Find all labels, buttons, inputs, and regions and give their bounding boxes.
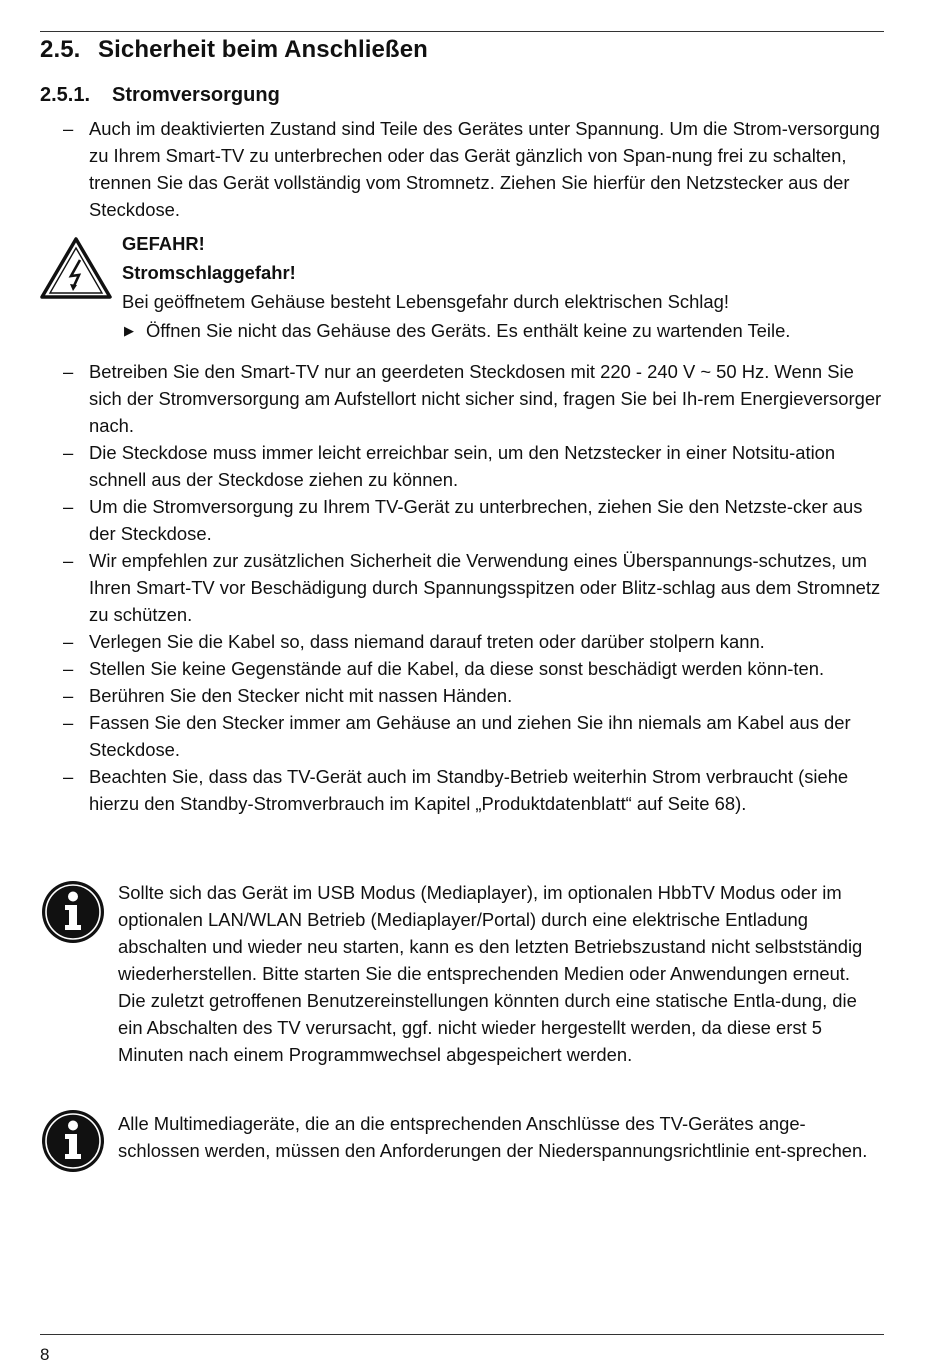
list-item-text: Auch im deaktivierten Zustand sind Teile des Gerätes unter Spannung. Um die Strom-versorgung zu Ihrem Smart-TV zu unterbrechen oder das Gerät gänzlich von Span-nung frei zu schalten, trennen Sie das Gerät vollständig vom Stromnetz. Ziehen Sie hierfür den Netzstecker aus der Steckdose.	[89, 118, 880, 220]
list-item-text: Wir empfehlen zur zusätzlichen Sicherheit die Verwendung eines Überspannungs-schutzes, um Ihren Smart-TV vor Beschädigung durch Spannungsspitzen oder Blitz-schlag aus dem Stromnetz zu schützen.	[89, 550, 881, 625]
dash-marker: –	[63, 118, 74, 139]
dash-marker: –	[63, 631, 74, 652]
bottom-rule	[40, 1334, 884, 1335]
info-note-low-voltage	[118, 1110, 884, 1164]
arrow-right-icon: ▶	[124, 323, 134, 338]
subsection-title: Stromversorgung	[112, 84, 280, 106]
info-icon	[40, 1108, 106, 1174]
list-item	[63, 493, 883, 547]
list-item	[63, 709, 883, 763]
section-title: Sicherheit beim Anschließen	[98, 36, 428, 63]
section-number: 2.5.	[40, 36, 81, 63]
list-item	[63, 358, 883, 439]
list-item	[63, 763, 883, 817]
dash-marker: –	[63, 712, 74, 733]
danger-warning-box	[122, 229, 882, 345]
list-item-text: Fassen Sie den Stecker immer am Gehäuse an und ziehen Sie ihn niemals am Kabel aus der Steckdose.	[89, 712, 851, 760]
warning-subheading: Stromschlaggefahr!	[122, 262, 296, 283]
subsection-number: 2.5.1.	[40, 84, 91, 106]
list-item-text: Beachten Sie, dass das TV-Gerät auch im Standby-Betrieb weiterhin Strom verbraucht (siehe hierzu den Standby-Stromverbrauch im Kapitel „Produktdatenblatt“ auf Seite 68).	[89, 766, 849, 814]
list-item	[63, 115, 883, 223]
dash-marker: –	[63, 550, 74, 571]
dash-marker: –	[63, 685, 74, 706]
bullet-list-safety	[63, 358, 883, 817]
dash-marker: –	[63, 496, 74, 517]
info-note-power-loss	[118, 879, 884, 1068]
top-rule	[40, 31, 884, 32]
info-icon	[40, 879, 106, 945]
list-item	[63, 655, 883, 682]
info-paragraph: Alle Multimediageräte, die an die entsprechenden Anschlüsse des TV-Gerätes ange-schlossen werden, müssen den Anforderungen der Niederspannungsrichtlinie ent-sprechen.	[118, 1113, 868, 1161]
list-item	[63, 628, 883, 655]
warning-text: Bei geöffnetem Gehäuse besteht Lebensgefahr durch elektrischen Schlag!	[122, 291, 729, 312]
warning-instruction-text: Öffnen Sie nicht das Gehäuse des Geräts. Es enthält keine zu wartenden Teile.	[146, 320, 791, 341]
section-heading	[40, 36, 428, 64]
dash-marker: –	[63, 658, 74, 679]
info-paragraph: Sollte sich das Gerät im USB Modus (Mediaplayer), im optionalen HbbTV Modus oder im optionalen LAN/WLAN Betrieb (Mediaplayer/Portal) durch eine elektrische Entladung abschalten und wieder neu starten, kann es den letzten Betriebszustand nicht selbstständig wiederherstellen. Bitte starten Sie die entsprechenden Medien oder Anwendungen erneut.	[118, 882, 863, 984]
info-paragraph: Die zuletzt getroffenen Benutzereinstellungen könnten durch eine statische Entla-dung, die ein Abschalten des TV verursacht, ggf. nicht wieder hergestellt werden, da diese erst 5 Minuten nach einem Programmwechsel abgespeichert werden.	[118, 990, 857, 1065]
list-item-text: Um die Stromversorgung zu Ihrem TV-Gerät zu unterbrechen, ziehen Sie den Netzste-cker aus der Steckdose.	[89, 496, 863, 544]
list-item	[63, 682, 883, 709]
list-item-text: Die Steckdose muss immer leicht erreichbar sein, um den Netzstecker in einer Notsitu-ation schnell aus der Steckdose ziehen zu können.	[89, 442, 836, 490]
list-item-text: Stellen Sie keine Gegenstände auf die Kabel, da diese sonst beschädigt werden könn-ten.	[89, 658, 825, 679]
subsection-heading	[40, 84, 280, 107]
page-number: 8	[40, 1345, 50, 1364]
warning-heading: GEFAHR!	[122, 233, 205, 254]
list-item	[63, 547, 883, 628]
list-item	[63, 439, 883, 493]
warning-instruction	[122, 316, 882, 345]
list-item-text: Betreiben Sie den Smart-TV nur an geerdeten Steckdosen mit 220 - 240 V ~ 50 Hz. Wenn Sie sich der Stromversorgung am Aufstellort nicht sicher sind, fragen Sie bei Ih-rem Energieversorger nach.	[89, 361, 882, 436]
dash-marker: –	[63, 766, 74, 787]
list-item-text: Verlegen Sie die Kabel so, dass niemand darauf treten oder darüber stolpern kann.	[89, 631, 765, 652]
bullet-list-power-supply	[63, 115, 883, 223]
list-item-text: Berühren Sie den Stecker nicht mit nassen Händen.	[89, 685, 513, 706]
dash-marker: –	[63, 361, 74, 382]
high-voltage-warning-icon	[40, 236, 112, 300]
dash-marker: –	[63, 442, 74, 463]
